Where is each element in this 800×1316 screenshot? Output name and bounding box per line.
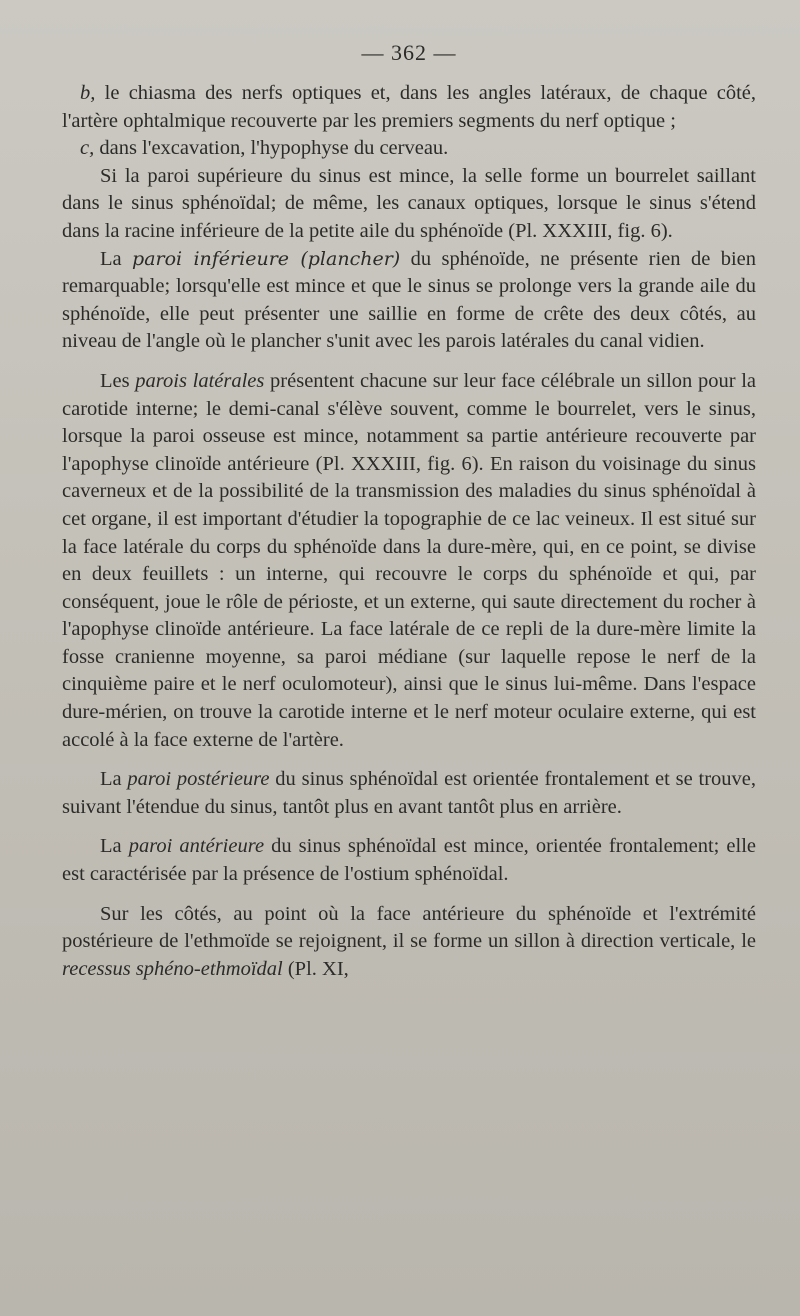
list-text-c: dans l'excavation, l'hypophyse du cerveau. bbox=[99, 137, 449, 160]
handwritten-term: paroi inférieure (plancher) bbox=[132, 247, 401, 270]
paragraph-lead: La bbox=[100, 247, 122, 270]
paragraph-lead: Les bbox=[100, 369, 130, 392]
paragraph-text: du sphénoïde, ne présente rien de bien remarquable; lorsqu'elle est mince et que le sinus se prolonge vers la grande aile du sphénoïde, elle peut présenter une saillie en forme de crête des deux côtés, au niveau de l'angle où le plancher s'unit avec les parois latérales du canal vidien. bbox=[62, 247, 757, 353]
paragraph-posterior-wall bbox=[62, 766, 756, 821]
plate-reference: (Pl. XI, bbox=[287, 957, 349, 980]
list-item-b bbox=[62, 80, 756, 135]
page-number: — 362 — bbox=[361, 40, 457, 65]
list-marker-c: c, bbox=[80, 137, 95, 160]
list-item-c bbox=[62, 135, 756, 163]
italic-term: recessus sphéno-ethmoïdal bbox=[62, 957, 283, 980]
paragraph-superior-wall bbox=[62, 163, 756, 246]
paragraph-text: du sinus sphénoïdal est mince, orientée frontalement; elle est caractérisée par la présence de l'ostium sphénoïdal. bbox=[62, 835, 756, 886]
paragraph-text: Si la paroi supérieure du sinus est mince, la selle forme un bourrelet saillant dans le sinus sphénoïdal; de même, les canaux optiques, lorsque le sinus s'étend dans la racine inférieure de la petite aile du sphénoïde (Pl. XXXIII, fig. 6). bbox=[62, 164, 756, 242]
italic-term: paroi postérieure bbox=[127, 768, 270, 791]
paragraph-lead: La bbox=[100, 768, 122, 791]
paragraph-inferior-wall bbox=[62, 246, 756, 356]
italic-term: paroi antérieure bbox=[128, 835, 265, 858]
list-marker-b: b, bbox=[80, 82, 96, 104]
paragraph-anterior-wall bbox=[62, 833, 756, 888]
paragraph-lead: La bbox=[100, 835, 122, 858]
paragraph-text: du sinus sphénoïdal est orientée frontalement et se trouve, suivant l'étendue du sinus, tantôt plus en avant tantôt plus en arrière. bbox=[62, 768, 757, 818]
italic-term: parois latérales bbox=[135, 369, 265, 392]
paragraph-text: Sur les côtés, au point où la face antérieure du sphénoïde et l'extrémité postérieure de l'ethmoïde se rejoignent, il se forme un sillon à direction verticale, le bbox=[62, 902, 756, 953]
page-body bbox=[62, 80, 756, 983]
paragraph-spheno-ethmoidal bbox=[62, 901, 756, 984]
paragraph-text: présentent chacune sur leur face célébrale un sillon pour la carotide interne; le demi-canal s'élève souvent, comme le bourrelet, vers le sinus, lorsque la paroi osseuse est mince, notamment sa partie antérieure recouverte par l'apophyse clinoïde antérieure (Pl. XXXIII, fig. 6). En raison du voisinage du sinus caverneux et de la possibilité de la transmission des maladies du sinus sphénoïdal à cet organe, il est important d'étudier la topographie de ce lac veineux. Il est situé sur la face latérale du corps du sphénoïde dans la dure-mère, qui, en ce point, se divise en deux feuillets : un interne, qui recouvre le corps du sphénoïde et qui, par conséquent, joue le rôle de périoste, et un externe, qui saute directement du rocher à l'apophyse clinoïde antérieure. La face latérale de ce repli de la dure-mère limite la fosse cranienne moyenne, sa paroi médiane (sur laquelle repose le nerf de la cinquième paire et le nerf oculomoteur), ainsi que le sinus lui-même. Dans l'espace dure-mérien, on trouve la carotide interne et le nerf moteur oculaire externe, qui est accolé à la face externe de l'artère. bbox=[62, 369, 756, 751]
list-text-b: le chiasma des nerfs optiques et, dans les angles latéraux, de chaque côté, l'artère ophtalmique recouverte par les premiers segments du nerf optique ; bbox=[62, 82, 756, 132]
paragraph-lateral-walls bbox=[62, 368, 756, 754]
